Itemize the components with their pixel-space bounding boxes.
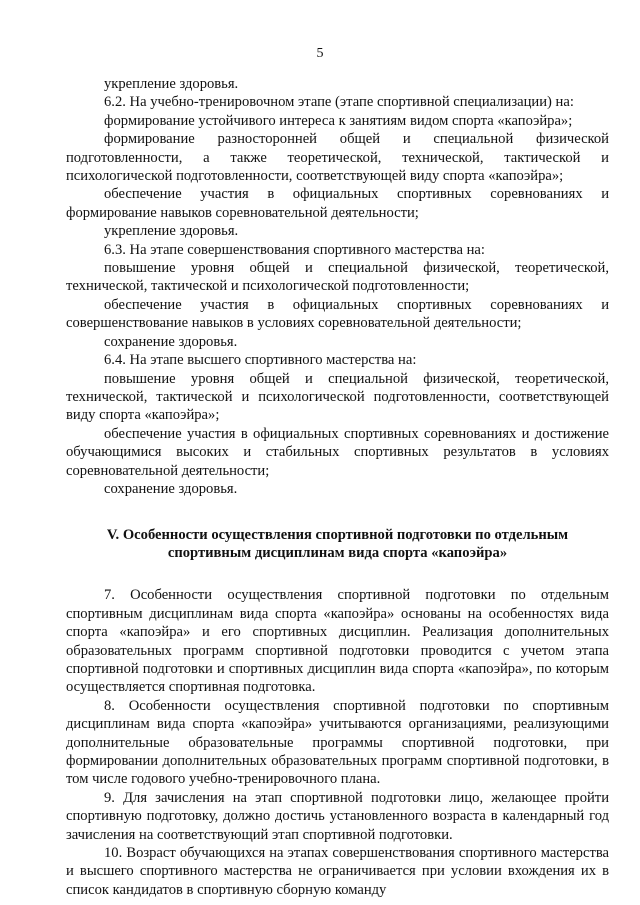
section-heading: V. Особенности осуществления спортивной подготовки по отдельным спортивным дисциплинам вида спорта «капоэйра» xyxy=(106,527,569,562)
paragraph: повышение уровня общей и специальной физической, теоретической, технической, тактической и психологической подготовленности; xyxy=(66,260,609,295)
paragraph: сохранение здоровья. xyxy=(104,333,238,350)
numbered-paragraph: 9. Для зачисления на этап спортивной подготовки лицо, желающее пройти спортивную подготовку, должно достичь установленного возраста в календарный год зачисления на соответствующий этап спортивной подготовки. xyxy=(66,789,609,843)
paragraph: сохранение здоровья. xyxy=(104,480,238,497)
numbered-paragraph: 7. Особенности осуществления спортивной подготовки по отдельным спортивным дисциплинам вида спорта «капоэйра» основаны на особенностях вида спорта «капоэйра» и его спортивных дисциплин. Реализация дополнительных образовательных программ спортивной подготовки проводится с учетом этапа спортивной подготовки и спортивных дисциплин вида спорта «капоэйра», по которым осуществляется спортивная подготовка. xyxy=(66,587,609,696)
paragraph: 6.4. На этапе высшего спортивного мастерства на: xyxy=(104,352,417,369)
numbered-paragraph: 8. Особенности осуществления спортивной подготовки по спортивным дисциплинам вида спорта «капоэйра» учитываются организациями, реализующими дополнительные образовательные программы спортивной подготовки, при формировании дополнительных образовательных программ спортивной подготовки, в том числе годового учебно-тренировочного плана. xyxy=(66,697,609,788)
paragraph: обеспечение участия в официальных спортивных соревнованиях и достижение обучающимися высоких и стабильных спортивных результатов в условиях соревновательной деятельности; xyxy=(66,425,609,479)
paragraph: обеспечение участия в официальных спортивных соревнованиях и формирование навыков соревновательной деятельности; xyxy=(66,186,609,221)
document-body xyxy=(66,75,609,899)
paragraph: укрепление здоровья. xyxy=(104,76,239,92)
paragraph: 6.2. На учебно-тренировочном этапе (этапе спортивной специализации) на: xyxy=(104,94,574,111)
page-number: 5 xyxy=(316,46,324,61)
paragraph: повышение уровня общей и специальной физической, теоретической, технической, тактической и психологической подготовленности, соответствующей виду спорта «капоэйра»; xyxy=(66,370,609,424)
paragraph: укрепление здоровья. xyxy=(104,223,239,240)
paragraph: 6.3. На этапе совершенствования спортивного мастерства на: xyxy=(104,241,485,258)
paragraph: формирование разносторонней общей и специальной физической подготовленности, а также теоретической, технической, тактической и психологической подготовленности, соответствующей виду спорта «капоэйра»; xyxy=(66,131,609,185)
paragraph: обеспечение участия в официальных спортивных соревнованиях и совершенствование навыков в условиях соревновательной деятельности; xyxy=(66,296,609,332)
paragraph: формирование устойчивого интереса к занятиям видом спорта «капоэйра»; xyxy=(104,112,573,129)
numbered-paragraph: 10. Возраст обучающихся на этапах совершенствования спортивного мастерства и высшего спортивного мастерства не ограничивается при условии вхождения их в список кандидатов в спортивную сборную команду xyxy=(66,845,609,898)
